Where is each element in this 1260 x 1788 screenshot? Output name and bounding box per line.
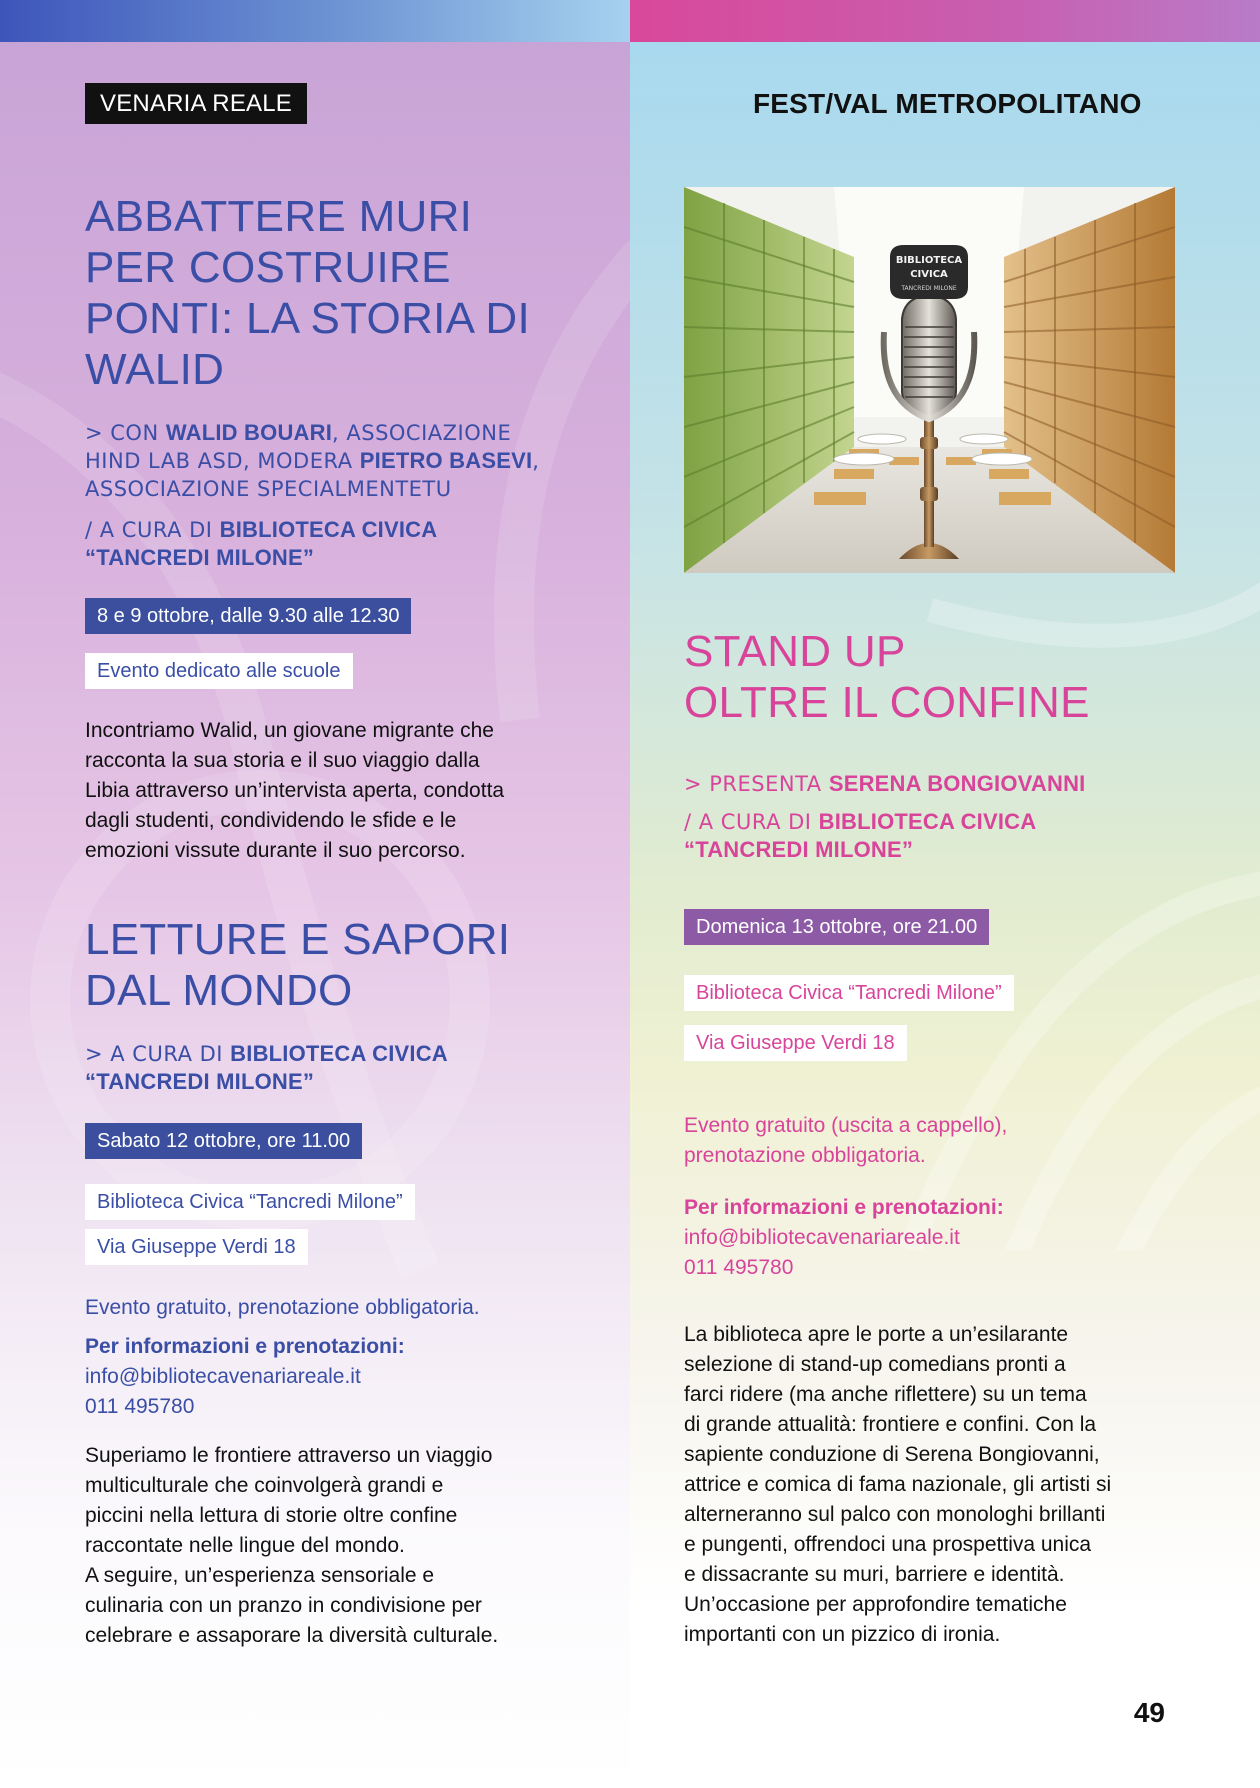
sign-text: CIVICA: [910, 269, 948, 280]
presenter-prefix: > PRESENTA: [684, 772, 829, 796]
description-line: attrice e comica di fama nazionale, gli artisti si: [684, 1473, 1112, 1496]
email-link[interactable]: info@bibliotecavenariareale.it: [85, 1365, 361, 1388]
description-line: importanti con un pizzico di ironia.: [684, 1623, 1001, 1646]
venue-chip: Biblioteca Civica “Tancredi Milone”: [684, 975, 1014, 1011]
curator-name: “TANCREDI MILONE”: [684, 837, 914, 862]
event-photo: [684, 187, 1175, 573]
event-description-walid: [85, 716, 625, 866]
curator-name: “TANCREDI MILONE”: [85, 545, 315, 570]
sign-text: BIBLIOTECA: [895, 255, 963, 266]
curator-prefix: / A CURA DI: [684, 810, 819, 834]
title-line: ABBATTERE MURI: [85, 192, 473, 241]
description-line: farci ridere (ma anche riflettere) su un tema: [684, 1383, 1087, 1406]
title-line: WALID: [85, 345, 225, 394]
title-line: OLTRE IL CONFINE: [684, 678, 1090, 727]
price-text: [684, 1111, 1224, 1171]
event-title-walid: [85, 191, 605, 395]
address-chip: Via Giuseppe Verdi 18: [85, 1229, 308, 1265]
event-title-standup: [684, 626, 1204, 728]
info-block: [684, 1193, 1224, 1283]
price-line: Evento gratuito (uscita a cappello),: [684, 1114, 1008, 1137]
description-line: Un’occasione per approfondire tematiche: [684, 1593, 1067, 1616]
event-credits-walid: [85, 419, 625, 503]
description-line: e pungenti, offrendoci una prospettiva unica: [684, 1533, 1092, 1556]
info-label: Per informazioni e prenotazioni:: [85, 1335, 405, 1358]
title-line: LETTURE E SAPORI: [85, 915, 511, 964]
curator-prefix: > A CURA DI: [85, 1042, 231, 1066]
event-curator-letture: [85, 1040, 625, 1096]
description-line: multiculturale che coinvolgerà grandi e: [85, 1474, 444, 1497]
description-line: sapiente conduzione di Serena Bongiovanni,: [684, 1443, 1100, 1466]
description-line: selezione di stand-up comedians pronti a: [684, 1353, 1066, 1376]
venue-chip: Biblioteca Civica “Tancredi Milone”: [85, 1184, 415, 1220]
description-line: racconta la sua storia e il suo viaggio dalla: [85, 749, 480, 772]
email-link[interactable]: info@bibliotecavenariareale.it: [684, 1226, 960, 1249]
price-text: Evento gratuito, prenotazione obbligatoria.: [85, 1296, 480, 1319]
title-line: PONTI: LA STORIA DI: [85, 294, 531, 343]
credits-suffix: ,: [532, 449, 540, 473]
description-line: di grande attualità: frontiere e confini. Con la: [684, 1413, 1097, 1436]
date-chip: Domenica 13 ottobre, ore 21.00: [684, 909, 989, 945]
title-line: PER COSTRUIRE: [85, 243, 451, 292]
sign-text: TANCREDI MILONE: [901, 285, 957, 292]
phone-number[interactable]: 011 495780: [85, 1395, 195, 1418]
credits-line: ASSOCIAZIONE SPECIALMENTETU: [85, 477, 452, 501]
address-chip: Via Giuseppe Verdi 18: [684, 1025, 907, 1061]
price-line: prenotazione obbligatoria.: [684, 1144, 926, 1167]
description-line: celebrare e assaporare la diversità culturale.: [85, 1624, 499, 1647]
date-chip: Sabato 12 ottobre, ore 11.00: [85, 1123, 362, 1159]
description-line: Libia attraverso un’intervista aperta, condotta: [85, 779, 505, 802]
curator-name: “TANCREDI MILONE”: [85, 1069, 315, 1094]
presenter-name: SERENA BONGIOVANNI: [828, 771, 1086, 796]
title-line: DAL MONDO: [85, 966, 353, 1015]
moderator-name: PIETRO BASEVI: [359, 448, 533, 473]
credits-prefix: HIND LAB ASD, MODERA: [85, 449, 360, 473]
audience-chip: Evento dedicato alle scuole: [85, 653, 353, 689]
festival-tag: FEST/VAL METROPOLITANO: [753, 88, 1142, 119]
description-line: alterneranno sul palco con monologhi brillanti: [684, 1503, 1106, 1526]
event-curator-walid: [85, 516, 625, 572]
event-curator-standup: [684, 808, 1224, 864]
description-line: Superiamo le frontiere attraverso un viaggio: [85, 1444, 493, 1467]
curator-prefix: / A CURA DI: [85, 518, 220, 542]
description-line: piccini nella lettura di storie oltre confine: [85, 1504, 458, 1527]
title-line: STAND UP: [684, 627, 906, 676]
description-line: A seguire, un’esperienza sensoriale e: [85, 1564, 435, 1587]
left-top-bar: [0, 0, 630, 42]
guest-name: WALID BOUARI: [165, 420, 333, 445]
date-chip: 8 e 9 ottobre, dalle 9.30 alle 12.30: [85, 598, 411, 634]
location-tag: VENARIA REALE: [85, 83, 307, 124]
info-block: [85, 1332, 625, 1422]
info-label: Per informazioni e prenotazioni:: [684, 1196, 1004, 1219]
credits-prefix: > CON: [85, 421, 166, 445]
description-line: dagli studenti, condividendo le sfide e le: [85, 809, 457, 832]
event-presenter: [684, 770, 1224, 798]
description-line: culinaria con un pranzo in condivisione per: [85, 1594, 482, 1617]
event-title-letture: [85, 914, 625, 1016]
credits-suffix: , ASSOCIAZIONE: [332, 421, 512, 445]
curator-name: BIBLIOTECA CIVICA: [219, 517, 438, 542]
library-microphone-image: [684, 187, 1175, 573]
description-line: emozioni vissute durante il suo percorso.: [85, 839, 466, 862]
description-line: La biblioteca apre le porte a un’esilarante: [684, 1323, 1069, 1346]
event-description-standup: [684, 1320, 1224, 1650]
right-top-bar: [630, 0, 1260, 42]
curator-name: BIBLIOTECA CIVICA: [230, 1041, 448, 1066]
description-line: e dissacrante su muri, barriere e identità.: [684, 1563, 1065, 1586]
page-number: 49: [1133, 1697, 1165, 1728]
curator-name: BIBLIOTECA CIVICA: [818, 809, 1037, 834]
credits-line: [85, 419, 625, 447]
credits-line: [85, 447, 625, 475]
event-description-letture: [85, 1441, 625, 1651]
description-line: raccontate nelle lingue del mondo.: [85, 1534, 405, 1557]
description-line: Incontriamo Walid, un giovane migrante che: [85, 719, 494, 742]
phone-number[interactable]: 011 495780: [684, 1256, 794, 1279]
